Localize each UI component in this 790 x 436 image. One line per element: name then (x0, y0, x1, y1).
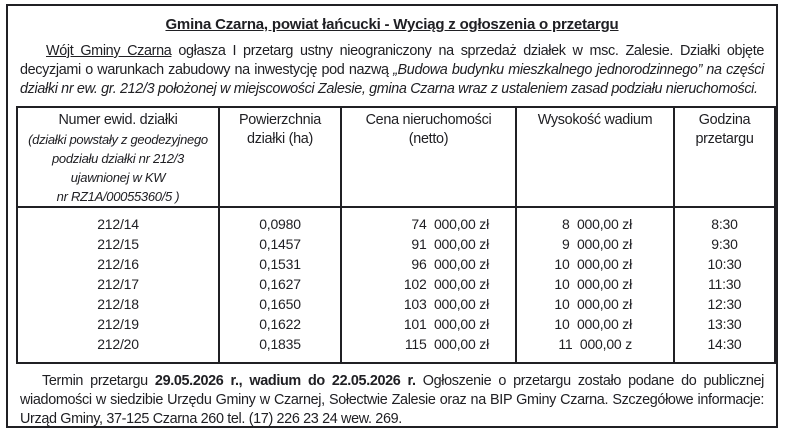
cell-powierzchnia: 0,1457 (219, 234, 341, 254)
cell-numer: 212/14 (17, 207, 219, 234)
note-line: (działki powstały z geodezyjnego (28, 132, 208, 147)
cell-wadium: 9 000,00 zł (516, 234, 674, 254)
cell-numer: 212/20 (17, 334, 219, 363)
header-godzina (674, 107, 775, 207)
auction-table-body (17, 207, 775, 363)
table-row (17, 254, 775, 274)
cell-cena: 91 000,00 zł (341, 234, 516, 254)
header-line: Powierzchnia (239, 112, 321, 128)
footer-text: Ogłoszenie o przetargu zostało podane do publicznej wiadomości w siedzibie Urzędu Gminy w Czarnej, Sołectwie Zalesie oraz na BIP Gminy Czarna. Szczegółowe informacje: Urząd Gminy, 37-125 Czarna 260 tel. (17) 226 23 24 wew. 269. (20, 373, 764, 427)
header-numer-title: Numer ewid. działki (58, 112, 178, 128)
cell-numer: 212/18 (17, 294, 219, 314)
intro-investment-name: „Budowa budynku mieszkalnego jednorodzinnego” na części działki nr ew. gr. 212/3 położonej w miejscowości Zalesie, gmina Czarna wraz z ustaleniem zasad podziału nieruchomości. (20, 62, 764, 97)
intro-issuer: Wójt Gminy Czarna (46, 43, 172, 59)
header-powierzchnia (219, 107, 341, 207)
cell-godzina: 9:30 (674, 234, 775, 254)
cell-godzina: 8:30 (674, 207, 775, 234)
table-row (17, 294, 775, 314)
cell-wadium: 11 000,00 z (516, 334, 674, 363)
cell-godzina: 13:30 (674, 314, 775, 334)
cell-godzina: 10:30 (674, 254, 775, 274)
footer-paragraph (20, 372, 764, 429)
table-row (17, 207, 775, 234)
header-line: przetargu (695, 131, 754, 147)
cell-wadium: 10 000,00 zł (516, 294, 674, 314)
table-row (17, 234, 775, 254)
cell-cena: 103 000,00 zł (341, 294, 516, 314)
header-line: (netto) (408, 131, 449, 147)
cell-cena: 74 000,00 zł (341, 207, 516, 234)
cell-numer: 212/15 (17, 234, 219, 254)
cell-cena: 101 000,00 zł (341, 314, 516, 334)
cell-godzina: 11:30 (674, 274, 775, 294)
table-row (17, 334, 775, 363)
cell-powierzchnia: 0,1622 (219, 314, 341, 334)
intro-paragraph (20, 42, 764, 99)
table-row (17, 274, 775, 294)
page-title: Gmina Czarna, powiat łańcucki - Wyciąg z ogłoszenia o przetargu (165, 16, 619, 33)
header-numer-note (18, 130, 218, 206)
note-line: ujawnionej w KW (70, 170, 166, 185)
cell-cena: 96 000,00 zł (341, 254, 516, 274)
table-header-row (17, 107, 775, 207)
document-frame (6, 4, 778, 428)
intro-text: ogłasza I przetarg ustny nieograniczony na sprzedaż działek w msc. Zalesie. Działki objęte decyzjami o warunkach zabudowy na inwestycję pod nazwą (20, 43, 764, 78)
cell-numer: 212/16 (17, 254, 219, 274)
header-numer-ewid (17, 107, 219, 207)
cell-cena: 115 000,00 zł (341, 334, 516, 363)
cell-powierzchnia: 0,1627 (219, 274, 341, 294)
table-row (17, 314, 775, 334)
header-cena (341, 107, 516, 207)
footer-text: Termin przetargu (42, 373, 155, 389)
header-line: Wysokość wadium (537, 112, 653, 128)
cell-cena: 102 000,00 zł (341, 274, 516, 294)
cell-wadium: 8 000,00 zł (516, 207, 674, 234)
cell-wadium: 10 000,00 zł (516, 254, 674, 274)
note-line: nr RZ1A/00055360/5 ) (56, 189, 180, 204)
cell-godzina: 12:30 (674, 294, 775, 314)
footer-dates: 29.05.2026 r., wadium do 22.05.2026 r. (154, 373, 416, 389)
header-line: Godzina (698, 112, 751, 128)
cell-powierzchnia: 0,0980 (219, 207, 341, 234)
cell-wadium: 10 000,00 zł (516, 314, 674, 334)
cell-wadium: 10 000,00 zł (516, 274, 674, 294)
cell-numer: 212/19 (17, 314, 219, 334)
cell-powierzchnia: 0,1531 (219, 254, 341, 274)
cell-powierzchnia: 0,1650 (219, 294, 341, 314)
header-wadium (516, 107, 674, 207)
cell-godzina: 14:30 (674, 334, 775, 363)
header-line: Cena nieruchomości (365, 112, 492, 128)
cell-numer: 212/17 (17, 274, 219, 294)
auction-table (16, 106, 776, 364)
note-line: podziału działki nr 212/3 (52, 151, 184, 166)
cell-powierzchnia: 0,1835 (219, 334, 341, 363)
header-line: działki (ha) (247, 131, 313, 147)
